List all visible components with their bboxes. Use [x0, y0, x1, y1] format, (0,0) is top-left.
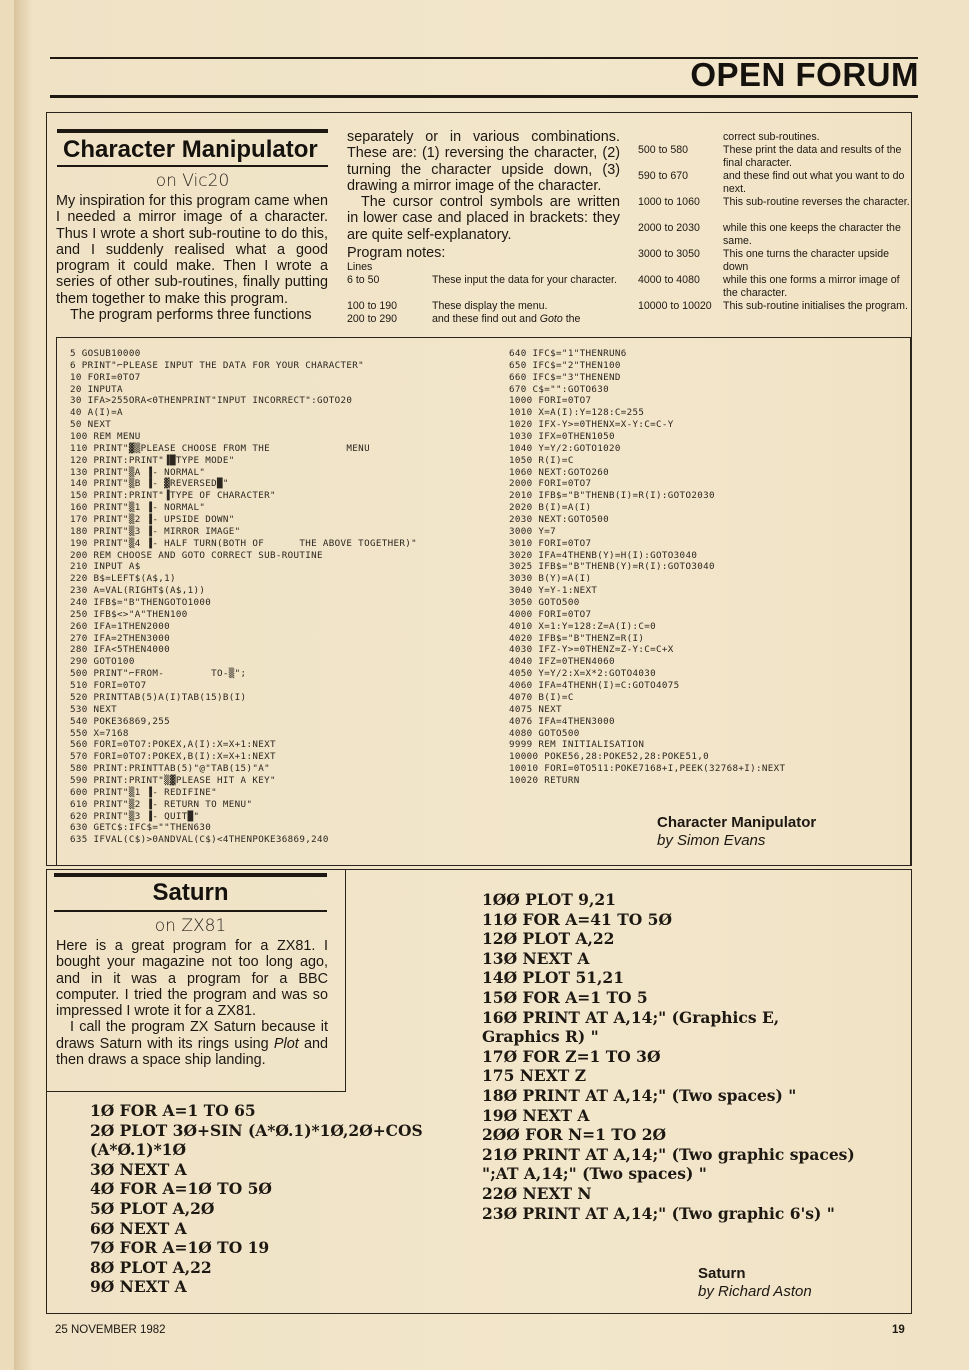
code-line: 2030 NEXT:GOTO500: [509, 514, 609, 526]
code-line: 8Ø PLOT A,22: [90, 1257, 212, 1277]
note-text: These print the data and results of the final character.: [723, 144, 902, 169]
code-line: 2020 B(I)=A(I): [509, 502, 592, 514]
intro-paragraph-3: The cursor control symbols are written in lower case and placed in brackets: they are quite self-explanatory.: [347, 194, 620, 243]
headline-saturn: Saturn: [152, 879, 229, 906]
code-line: 4076 IFA=4THEN3000: [509, 715, 615, 727]
note-range: 590 to 670: [638, 170, 689, 182]
caption-title-saturn: Saturn: [698, 1265, 746, 1282]
code-line: 4040 IFZ=0THEN4060: [509, 656, 615, 668]
note-row: [638, 300, 910, 326]
code-line: 5Ø PLOT A,2Ø: [90, 1198, 215, 1218]
code-line: 620 PRINT"▒3 ▐- QUIT█": [70, 810, 200, 822]
intro-paragraph-2-start: The program performs three functions: [70, 307, 312, 324]
code-line: 3020 IFA=4THENB(Y)=H(I):GOTO3040: [509, 549, 698, 561]
code-line: 635 IFVAL(C$)>0ANDVAL(C$)<4THENPOKE36869,240: [70, 834, 329, 846]
code-line: 5 GOSUB10000: [70, 348, 141, 359]
code-line: 4080 GOTO500: [509, 727, 580, 739]
code-line: 230 A=VAL(RIGHT$(A$,1)): [70, 585, 206, 597]
code-line: 14Ø PLOT 51,21: [482, 968, 624, 988]
footer-date: 25 NOVEMBER 1982: [55, 1324, 166, 1336]
note-range: 3000 to 3050: [638, 248, 700, 260]
code-line: 30 IFA>255ORA<0THENPRINT"INPUT INCORRECT":GOTO20: [70, 395, 353, 407]
intro-column-1: [56, 193, 328, 323]
code-line: 580 PRINT:PRINTTAB(5)"@"TAB(15)"A": [70, 763, 270, 775]
code-line: 175 NEXT Z: [482, 1066, 587, 1086]
code-line: 21Ø PRINT AT A,14;" (Two graphic spaces): [482, 1144, 855, 1164]
note-range: 10000 to 10020: [638, 300, 712, 312]
code-line: 16Ø PRINT AT A,14;" (Graphics E,: [482, 1007, 780, 1027]
code-line: 11Ø FOR A=41 TO 5Ø: [482, 909, 672, 929]
code-line: (A*Ø.1)*1Ø: [90, 1140, 186, 1160]
code-line: 100 REM MENU: [70, 431, 141, 443]
code-line: 1000 FORI=0TO7: [509, 395, 592, 407]
caption-author-richard-aston: by Richard Aston: [698, 1283, 812, 1300]
code-line: 4050 Y=Y/2:X=X*2:GOTO4030: [509, 668, 657, 680]
note-row: [638, 222, 910, 248]
note-text: This sub-routine reverses the character.: [723, 196, 910, 208]
code-line: 10000 POKE56,28:POKE52,28:POKE51,0: [509, 751, 709, 763]
code-line: 250 IFB$<>"A"THEN100: [70, 608, 188, 620]
code-line: 1ØØ PLOT 9,21: [482, 890, 616, 909]
note-text: and these find out and Goto the: [432, 313, 581, 325]
code-line: 6 PRINT"⌐PLEASE INPUT THE DATA FOR YOUR CHARACTER": [70, 359, 365, 371]
note-text: This sub-routine initialises the program.: [723, 300, 908, 312]
subhead-vic20: on Vic20: [155, 171, 230, 191]
code-line: 1020 IFX-Y>=0THENX=X-Y:C=C-Y: [509, 419, 674, 431]
code-line: 3025 IFB$="B"THENB(Y)=R(I):GOTO3040: [509, 561, 715, 573]
note-row: [638, 170, 910, 196]
code-line: 510 FORI=0TO7: [70, 680, 147, 692]
code-line: 10020 RETURN: [509, 774, 580, 786]
code-line: 10010 FORI=0TO511:POKE7168+I,PEEK(32768+I):NEXT: [509, 763, 786, 775]
note-row: [347, 300, 622, 313]
footer-page-number: 19: [892, 1324, 905, 1336]
code-line: Graphics R) ": [482, 1027, 599, 1047]
zx81-listing-right: [482, 890, 855, 1223]
code-line: 50 NEXT: [70, 419, 112, 431]
code-line: 150 PRINT:PRINT"▐TYPE OF CHARACTER": [70, 490, 276, 502]
code-line: 220 B$=LEFT$(A$,1): [70, 573, 176, 585]
saturn-headline-rule-bottom: [54, 910, 327, 912]
intro-column-2: [347, 129, 620, 243]
code-line: 23Ø PRINT AT A,14;" (Two graphic 6's) ": [482, 1203, 835, 1223]
code-line: 1050 R(I)=C: [509, 454, 574, 466]
code-line: 170 PRINT"▒2 ▐- UPSIDE DOWN": [70, 514, 235, 526]
code-line: 540 POKE36869,255: [70, 715, 170, 727]
code-line: 670 C$="":GOTO630: [509, 383, 609, 395]
caption-author-simon-evans: by Simon Evans: [657, 832, 766, 849]
note-range: 100 to 190: [347, 300, 398, 312]
code-line: 4Ø FOR A=1Ø TO 5Ø: [90, 1179, 272, 1199]
code-line: 7Ø FOR A=1Ø TO 19: [90, 1238, 270, 1258]
code-line: 290 GOTO100: [70, 656, 135, 668]
note-text: while this one keeps the character the same.: [723, 222, 901, 247]
saturn-paragraph-1: Here is a great program for a ZX81. I bought your magazine not too long ago, and in it was a program for a BBC computer. I tried the program and was so impressed I wrote it for a ZX81.: [56, 938, 328, 1020]
vic20-listing-left: [70, 348, 417, 846]
code-line: 280 IFA<5THEN4000: [70, 644, 170, 656]
code-line: 650 IFC$="2"THEN100: [509, 359, 621, 371]
code-line: 4070 B(I)=C: [509, 691, 574, 703]
code-line: 9Ø NEXT A: [90, 1277, 187, 1297]
saturn-headline-rule-top: [54, 873, 327, 877]
intro-paragraph-1: My inspiration for this program came when I needed a mirror image of a character. Thus I wrote a short sub-routine to do this, and I suddenly realised what a good program it could make. Then I wrote a series of other sub-routines, finally putting them together to make this program.: [56, 193, 328, 307]
section-title: OPEN FORUM: [690, 56, 919, 93]
code-line: 570 FORI=0TO7:POKEX,B(I):X=X+1:NEXT: [70, 751, 276, 763]
header-bottom-rule: [50, 95, 918, 98]
code-line: 520 PRINTTAB(5)A(I)TAB(15)B(I): [70, 691, 247, 703]
note-row: [638, 196, 910, 222]
code-line: 630 GETC$:IFC$=""THEN630: [70, 822, 212, 834]
code-line: 120 PRINT:PRINT"▐█TYPE MODE": [70, 454, 235, 466]
code-line: 550 X=7168: [70, 727, 129, 739]
code-line: 600 PRINT"▒1 ▐- REDIFINE": [70, 786, 218, 798]
note-row: [347, 313, 622, 326]
code-line: 19Ø NEXT A: [482, 1105, 590, 1125]
code-line: 20 INPUTA: [70, 383, 123, 395]
headline-rule-top: [57, 129, 328, 133]
code-line: 560 FORI=0TO7:POKEX,A(I):X=X+1:NEXT: [70, 739, 276, 751]
vic20-listing-right: [509, 348, 785, 787]
code-line: 590 PRINT:PRINT"▒▓PLEASE HIT A KEY": [70, 774, 276, 786]
code-line: 1Ø FOR A=1 TO 65: [90, 1101, 256, 1120]
code-line: 4060 IFA=4THENH(I)=C:GOTO4075: [509, 680, 680, 692]
note-range: 500 to 580: [638, 144, 689, 156]
note-text: These input the data for your character.: [432, 274, 617, 286]
code-line: 12Ø PLOT A,22: [482, 929, 615, 949]
headline-character-manipulator: Character Manipulator: [63, 136, 318, 163]
note-text: and these find out what you want to do next.: [723, 170, 905, 195]
code-line: 4000 FORI=0TO7: [509, 608, 592, 620]
note-row: [638, 248, 910, 274]
code-line: 17Ø FOR Z=1 TO 3Ø: [482, 1046, 661, 1066]
code-line: 3010 FORI=0TO7: [509, 537, 592, 549]
note-range: 1000 to 1060: [638, 196, 700, 208]
note-text: This one turns the character upside down: [723, 248, 890, 273]
program-notes-lines-label: Lines: [347, 261, 373, 273]
code-line: 2010 IFB$="B"THENB(I)=R(I):GOTO2030: [509, 490, 715, 502]
code-line: 610 PRINT"▒2 ▐- RETURN TO MENU": [70, 798, 253, 810]
headline-rule-bottom: [57, 165, 328, 167]
note-range: 200 to 290: [347, 313, 398, 325]
zx81-listing-left: [90, 1101, 423, 1297]
note-row: [347, 274, 622, 300]
saturn-paragraph-2: I call the program ZX Saturn because it draws Saturn with its rings using Plot and then draws a space ship landing.: [56, 1019, 328, 1069]
code-line: 210 INPUT A$: [70, 561, 141, 573]
note-text: while this one forms a mirror image of the character.: [723, 274, 900, 299]
code-line: 1010 X=A(I):Y=128:C=255: [509, 407, 645, 419]
code-line: 4020 IFB$="B"THENZ=R(I): [509, 632, 645, 644]
code-line: 180 PRINT"▒3 ▐- MIRROR IMAGE": [70, 525, 241, 537]
code-line: 660 IFC$="3"THENEND: [509, 371, 621, 383]
code-line: 190 PRINT"▒4 ▐- HALF TURN(BOTH OF THE ABOVE TOGETHER)": [70, 537, 417, 549]
subhead-zx81: on ZX81: [154, 916, 227, 936]
code-line: 500 PRINT"⌐FROM- TO-▒";: [70, 668, 247, 680]
intro-paragraph-2-cont: separately or in various combinations. These are: (1) reversing the character, (2) turning the character upside down, (3) drawing a mirror image of the character.: [347, 129, 620, 194]
code-line: 240 IFB$="B"THENGOTO1000: [70, 597, 212, 609]
note-row: [638, 144, 910, 170]
code-line: 4030 IFZ-Y>=0THENZ=Z-Y:C=C+X: [509, 644, 674, 656]
code-line: 3000 Y=7: [509, 525, 557, 537]
program-notes-heading: Program notes:: [347, 245, 446, 261]
note-row: [638, 274, 910, 300]
code-line: ";AT A,14;" (Two spaces) ": [482, 1164, 707, 1184]
code-line: 18Ø PRINT AT A,14;" (Two spaces) ": [482, 1085, 797, 1105]
code-line: 270 IFA=2THEN3000: [70, 632, 170, 644]
code-line: 640 IFC$="1"THENRUN6: [509, 348, 627, 359]
code-line: 3040 Y=Y-1:NEXT: [509, 585, 598, 597]
code-line: 2Ø PLOT 3Ø+SIN (A*Ø.1)*1Ø,2Ø+COS: [90, 1120, 423, 1140]
code-line: 22Ø NEXT N: [482, 1183, 592, 1203]
code-line: 9999 REM INITIALISATION: [509, 739, 645, 751]
code-line: 3050 GOTO500: [509, 597, 580, 609]
code-line: 6Ø NEXT A: [90, 1218, 187, 1238]
note-text: correct sub-routines.: [723, 131, 820, 143]
code-line: 4010 X=1:Y=128:Z=A(I):C=0: [509, 620, 657, 632]
code-line: 110 PRINT"▓▒PLEASE CHOOSE FROM THE MENU: [70, 442, 370, 454]
code-line: 530 NEXT: [70, 703, 118, 715]
code-line: 1030 IFX=0THEN1050: [509, 431, 615, 443]
note-text: These display the menu.: [432, 300, 548, 312]
code-line: 15Ø FOR A=1 TO 5: [482, 987, 648, 1007]
code-line: 140 PRINT"▒B ▐- ▓REVERSED█": [70, 478, 229, 490]
code-line: 2000 FORI=0TO7: [509, 478, 592, 490]
code-line: 4075 NEXT: [509, 703, 562, 715]
code-line: 3030 B(Y)=A(I): [509, 573, 592, 585]
caption-title-character-manipulator: Character Manipulator: [657, 814, 817, 831]
note-range: 4000 to 4080: [638, 274, 700, 286]
code-line: 1060 NEXT:GOTO260: [509, 466, 609, 478]
saturn-intro: [56, 938, 328, 1068]
code-line: 40 A(I)=A: [70, 407, 123, 419]
code-line: 130 PRINT"▒A ▐- NORMAL": [70, 466, 206, 478]
code-line: 13Ø NEXT A: [482, 948, 590, 968]
code-line: 160 PRINT"▒1 ▐- NORMAL": [70, 502, 206, 514]
note-range: 6 to 50: [347, 274, 380, 286]
code-line: 1040 Y=Y/2:GOTO1020: [509, 442, 621, 454]
code-line: 3Ø NEXT A: [90, 1159, 187, 1179]
code-line: 260 IFA=1THEN2000: [70, 620, 170, 632]
code-line: 200 REM CHOOSE AND GOTO CORRECT SUB-ROUTINE: [70, 549, 323, 561]
code-line: 2ØØ FOR N=1 TO 2Ø: [482, 1125, 667, 1145]
code-line: 10 FORI=0TO7: [70, 371, 141, 383]
note-range: 2000 to 2030: [638, 222, 700, 234]
